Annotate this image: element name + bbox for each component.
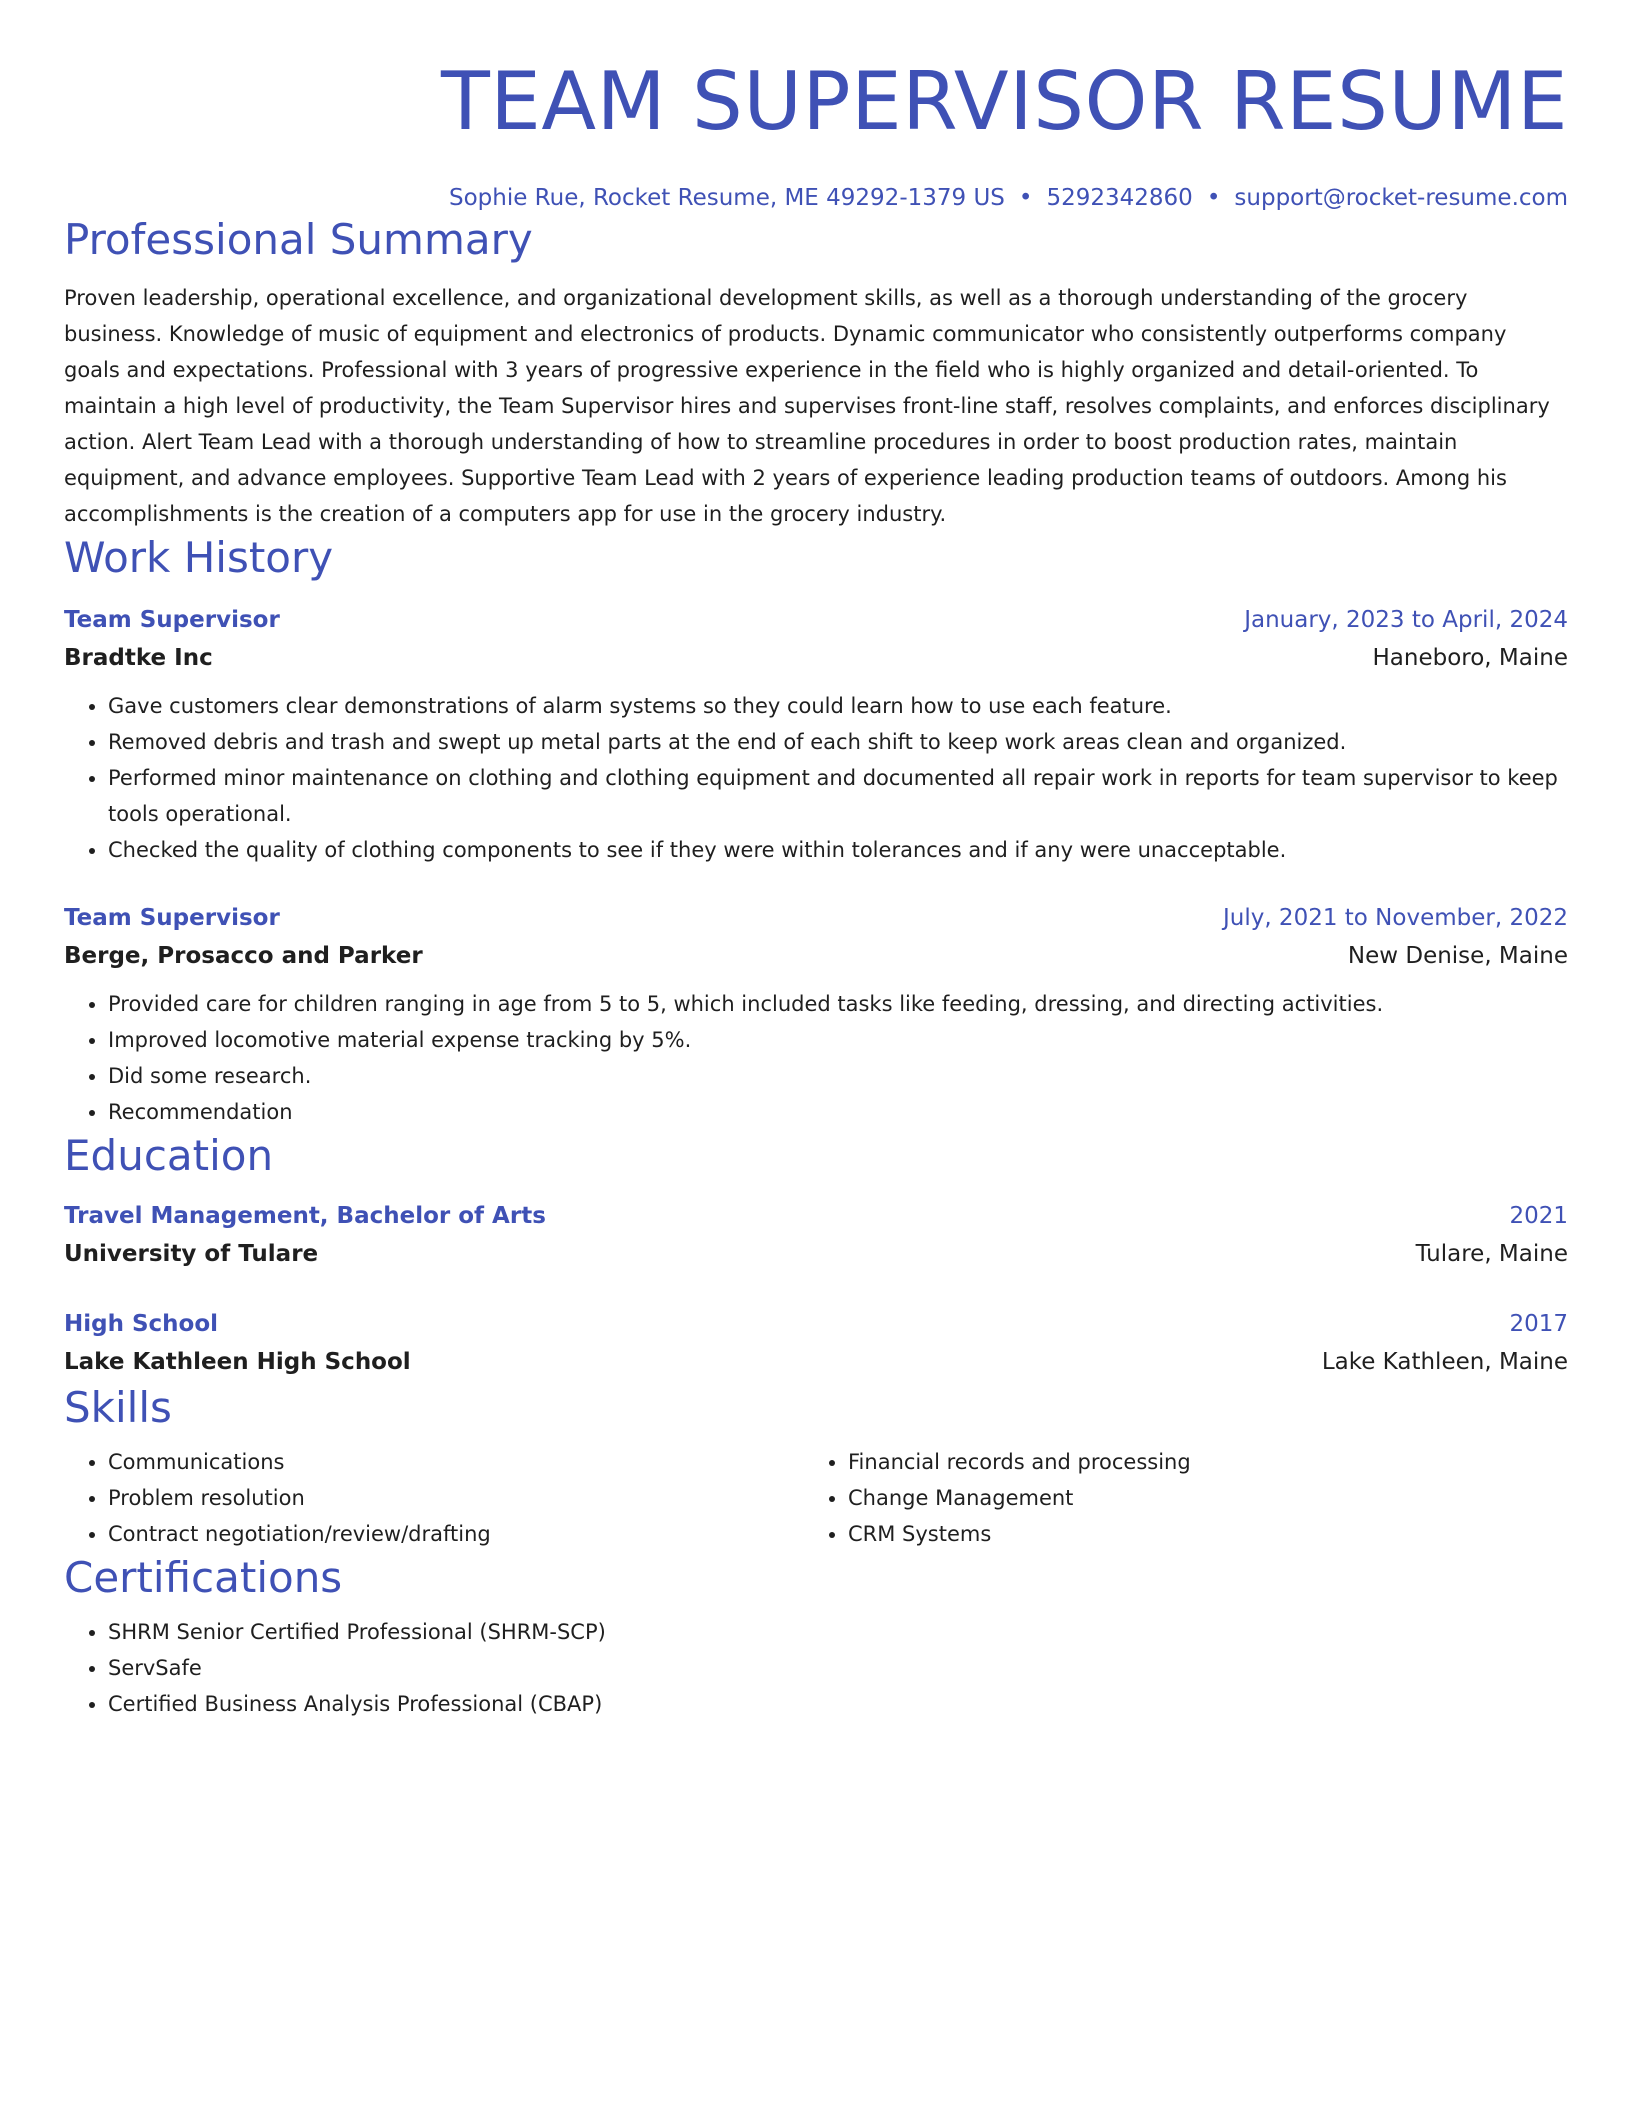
skill-item: • Contract negotiation/review/drafting <box>108 1516 804 1552</box>
job-dates: January, 2023 to April, 2024 <box>1244 607 1568 633</box>
education-location: Lake Kathleen, Maine <box>1321 1349 1568 1375</box>
education-degree: High School <box>64 1311 219 1337</box>
job-dates: July, 2021 to November, 2022 <box>1222 905 1568 931</box>
certifications-heading: Certifications <box>64 1553 343 1602</box>
skills-grid <box>64 1444 1568 1552</box>
job-bullet: • Provided care for children ranging in age from 5 to 5, which included tasks like feeding, dressing, and directing activities. <box>108 986 1568 1022</box>
skills-heading: Skills <box>64 1383 172 1432</box>
contact-line <box>64 182 1568 214</box>
skills-column-right <box>804 1444 1544 1552</box>
job-title: Team Supervisor <box>64 905 280 931</box>
job-company: Berge, Prosacco and Parker <box>64 943 423 969</box>
education-location: Tulare, Maine <box>1415 1241 1568 1267</box>
skill-item: • Financial records and processing <box>848 1444 1544 1480</box>
job-company: Bradtke Inc <box>64 645 213 671</box>
job-bullet: • Removed debris and trash and swept up metal parts at the end of each shift to keep work areas clean and organized. <box>108 724 1568 760</box>
job-location: New Denise, Maine <box>1347 943 1568 969</box>
contact-email[interactable]: support@rocket-resume.com <box>1234 185 1568 211</box>
certification-item: • ServSafe <box>108 1650 1568 1686</box>
skill-item: • Communications <box>108 1444 804 1480</box>
job-entry <box>64 602 1568 868</box>
job-title: Team Supervisor <box>64 607 280 633</box>
education-entry <box>64 1306 1568 1382</box>
certification-item: • Certified Business Analysis Professional (CBAP) <box>108 1686 1568 1722</box>
contact-phone[interactable]: 5292342860 <box>1046 185 1193 211</box>
job-location: Haneboro, Maine <box>1372 645 1568 671</box>
skill-item: • Problem resolution <box>108 1480 804 1516</box>
certifications-list <box>64 1614 1568 1722</box>
summary-text: Proven leadership, operational excellence, and organizational development skills, as well as a thorough understanding of the grocery business. Knowledge of music of equipment and electronics of products. Dynamic communicator who consistently outperforms company goals and expectations. Professional with 3 years of progressive experience in the field who is highly organized and detail-oriented. To maintain a high level of productivity, the Team Supervisor hires and supervises front-line staff, resolves complaints, and enforces disciplinary action. Alert Team Lead with a thorough understanding of how to streamline procedures in order to boost production rates, maintain equipment, and advance employees. Supportive Team Lead with 2 years of experience leading production teams of outdoors. Among his accomplishments is the creation of a computers app for use in the grocery industry. <box>64 286 1550 526</box>
contact-address: Sophie Rue, Rocket Resume, ME 49292-1379 US <box>448 185 1005 211</box>
skill-item: • CRM Systems <box>848 1516 1544 1552</box>
job-bullet: • Improved locomotive material expense tracking by 5%. <box>108 1022 1568 1058</box>
job-bullet: • Performed minor maintenance on clothing and clothing equipment and documented all repair work in reports for team supervisor to keep tools operational. <box>108 760 1568 832</box>
job-bullet: • Did some research. <box>108 1058 1568 1094</box>
education-degree: Travel Management, Bachelor of Arts <box>64 1203 546 1229</box>
job-bullet: • Recommendation <box>108 1094 1568 1130</box>
skills-column-left <box>64 1444 804 1552</box>
education-school: Lake Kathleen High School <box>64 1349 411 1375</box>
job-bullets <box>64 986 1568 1130</box>
education-entry <box>64 1198 1568 1274</box>
contact-separator: • <box>1018 185 1033 211</box>
summary-heading: Professional Summary <box>64 215 533 264</box>
skill-item: • Change Management <box>848 1480 1544 1516</box>
job-bullet: • Gave customers clear demonstrations of alarm systems so they could learn how to use each feature. <box>108 688 1568 724</box>
job-bullet: • Checked the quality of clothing components to see if they were within tolerances and if any were unacceptable. <box>108 832 1568 868</box>
education-school: University of Tulare <box>64 1241 319 1267</box>
job-entry <box>64 900 1568 1130</box>
education-year: 2021 <box>1509 1203 1568 1229</box>
certification-item: • SHRM Senior Certified Professional (SHRM-SCP) <box>108 1614 1568 1650</box>
work-history-heading: Work History <box>64 533 334 582</box>
resume-title: TEAM SUPERVISOR RESUME <box>440 55 1568 148</box>
job-bullets <box>64 688 1568 868</box>
education-year: 2017 <box>1509 1311 1568 1337</box>
education-heading: Education <box>64 1131 274 1180</box>
contact-separator: • <box>1206 185 1221 211</box>
